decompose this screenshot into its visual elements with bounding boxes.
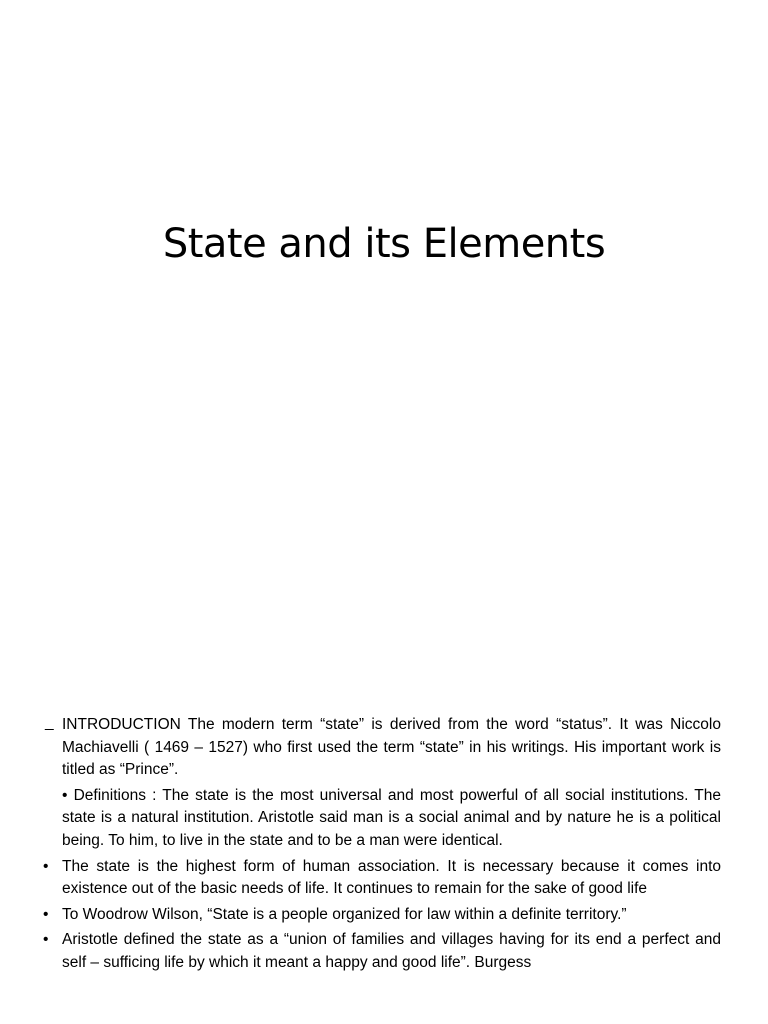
slide-title-area — [0, 212, 768, 276]
bullet-icon: • — [43, 857, 49, 875]
bullet-paragraph — [40, 856, 721, 901]
bullet-icon: • — [43, 931, 49, 949]
definitions-text: • Definitions : The state is the most universal and most powerful of all social institutions. The state is a natural institution. Aristotle said man is a social animal and by nature he is a political being. To him, to live in the state and to be a man were identical. — [62, 786, 721, 849]
bullet-text: The state is the highest form of human association. It is necessary because it comes into existence out of the basic needs of life. It continues to remain for the sake of good life — [62, 857, 721, 898]
intro-paragraph — [40, 714, 721, 782]
bullet-paragraph — [40, 929, 721, 974]
bullet-paragraph — [40, 904, 721, 927]
bullet-text: Aristotle defined the state as a “union of families and villages having for its end a perfect and self – sufficing life by which it meant a happy and good life”. Burgess — [62, 931, 721, 971]
bullet-text: To Woodrow Wilson, “State is a people organized for law within a definite territory.” — [62, 905, 627, 923]
intro-marker: _ — [45, 714, 54, 731]
bullet-icon: • — [43, 905, 49, 923]
slide-title: State and its Elements — [162, 221, 606, 267]
definitions-paragraph — [40, 785, 721, 853]
intro-text: INTRODUCTION The modern term “state” is derived from the word “status”. It was Niccolo Machiavelli ( 1469 – 1527) who first used the term “state” in his writings. His important work is titled as “Prince”. — [62, 716, 721, 779]
slide-body — [40, 714, 721, 978]
